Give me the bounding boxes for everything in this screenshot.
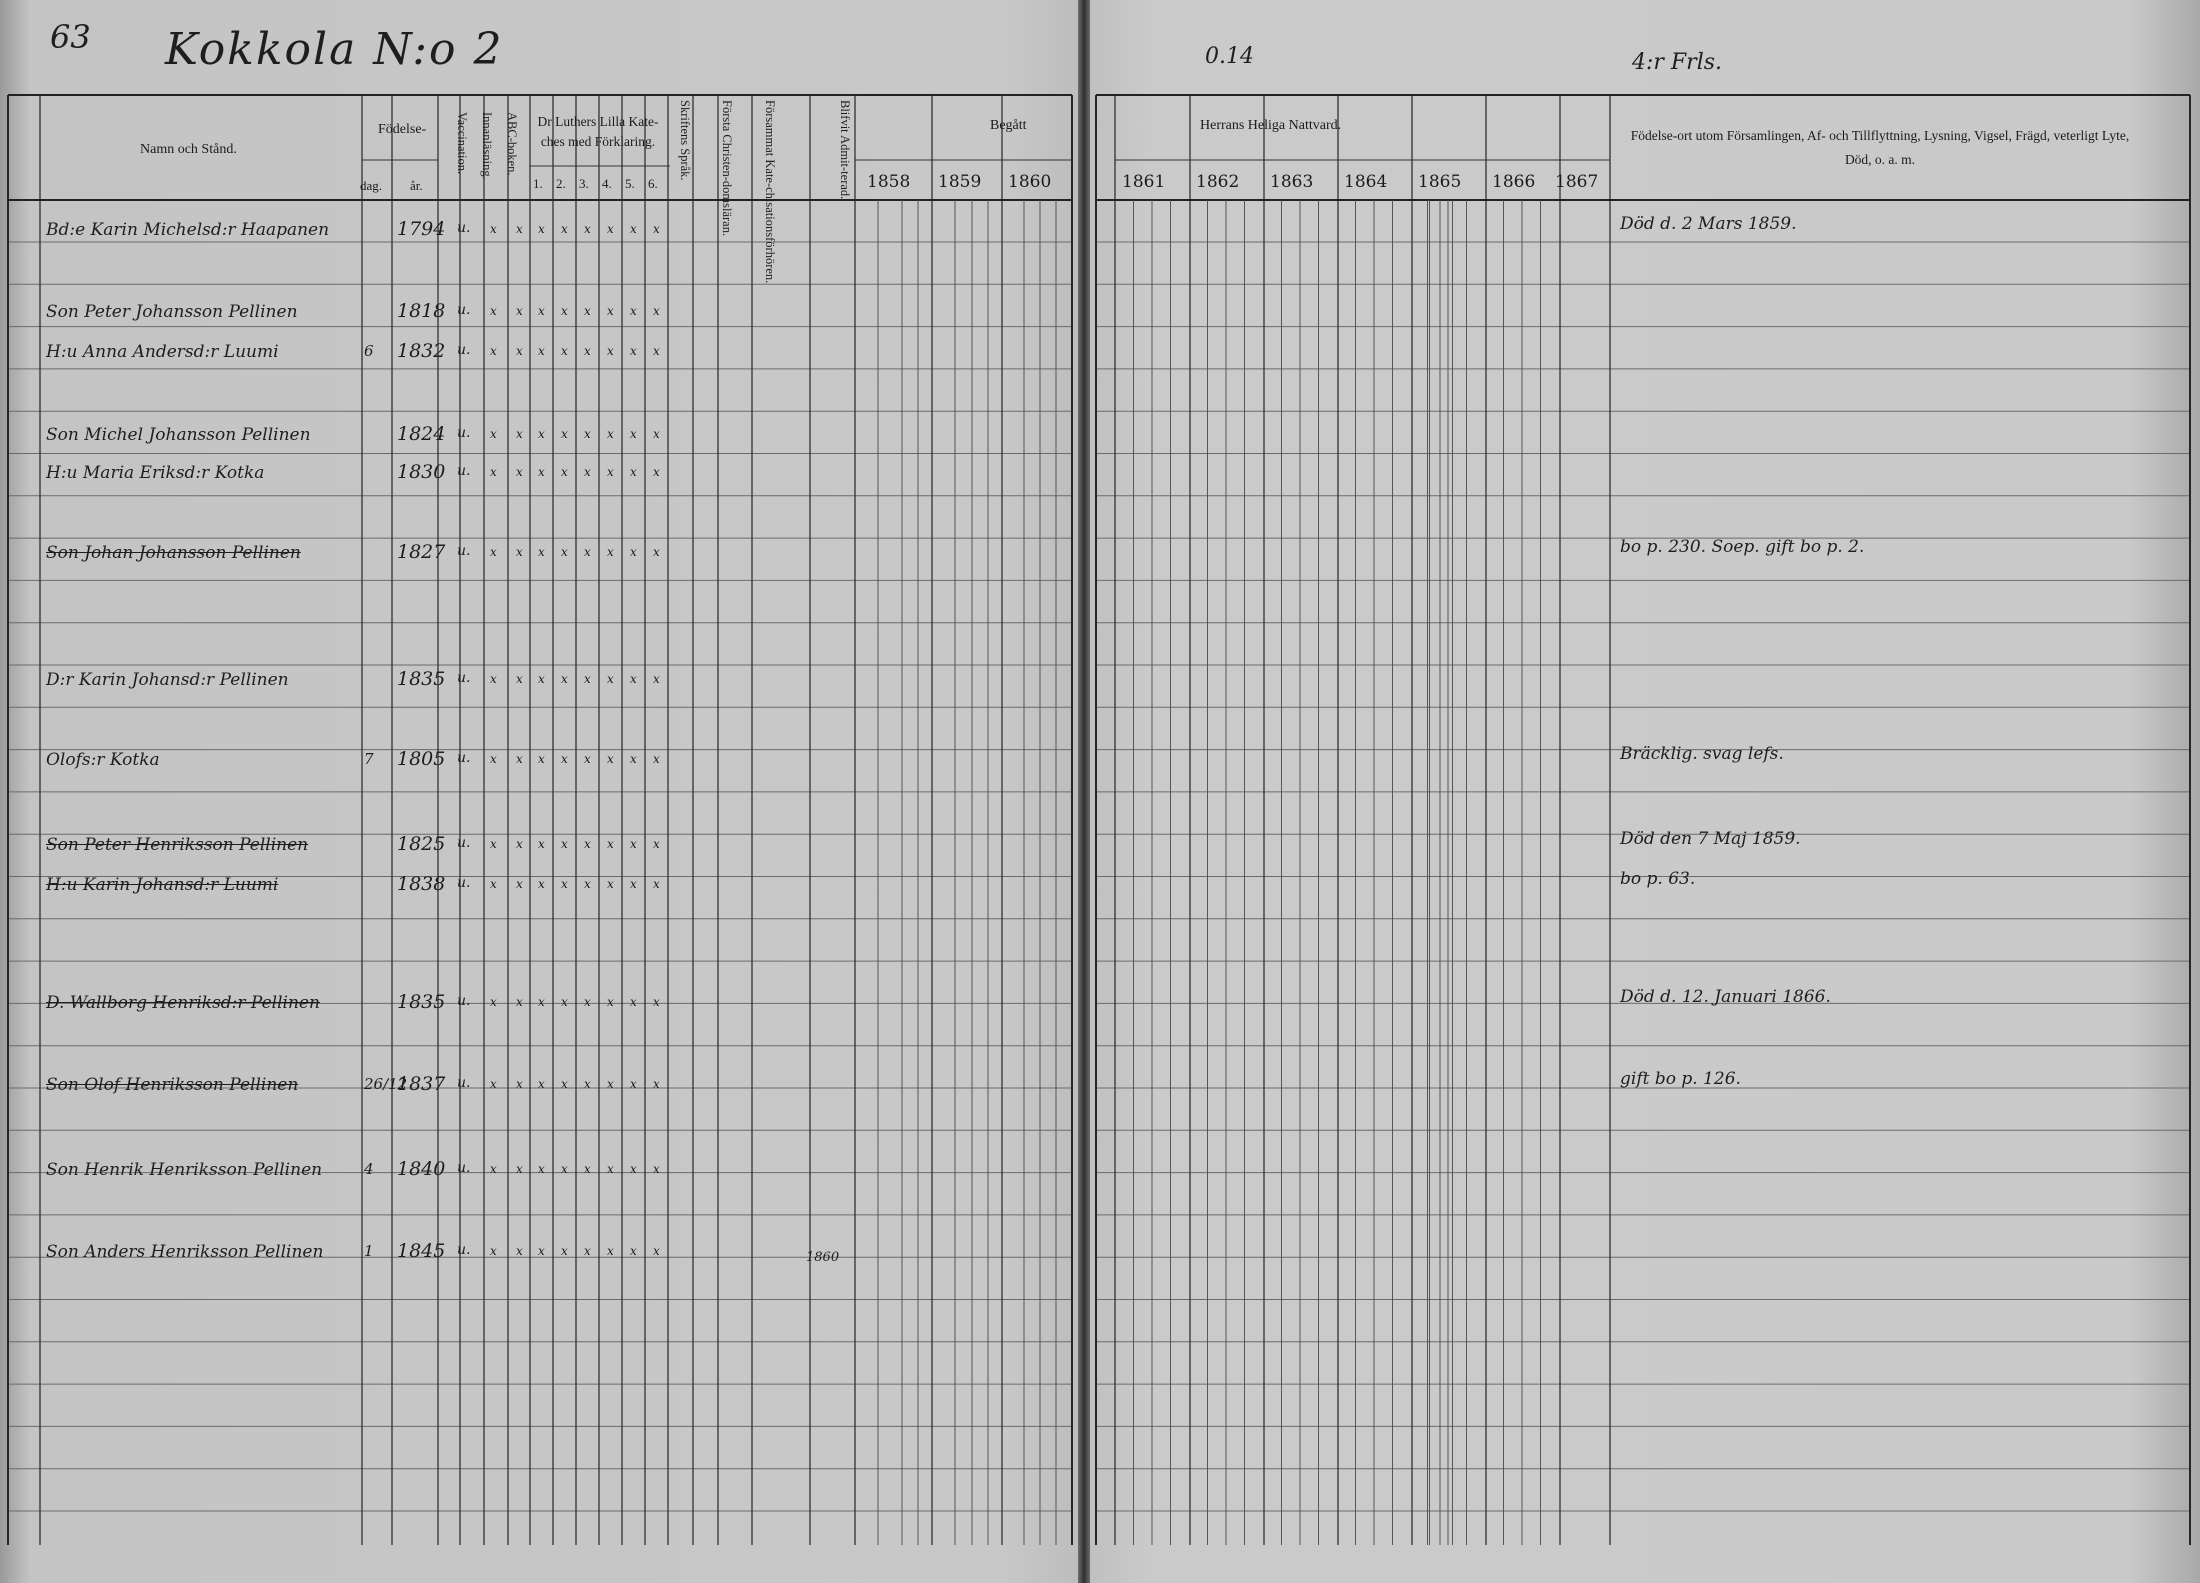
- knowledge-mark: x: [561, 304, 568, 318]
- knowledge-mark: x: [516, 837, 523, 851]
- knowledge-mark: x: [516, 304, 523, 318]
- header-first-doctrine: Första Christen-domsläran.: [720, 100, 734, 237]
- row-name: Son Peter Henriksson Pellinen: [46, 835, 309, 855]
- knowledge-mark: x: [607, 1244, 614, 1258]
- row-vaccination: u.: [457, 835, 471, 851]
- row-birth-year: 1830: [397, 461, 446, 483]
- knowledge-mark: x: [538, 672, 545, 686]
- row-birth-year: 1835: [397, 991, 446, 1013]
- row-vaccination: u.: [457, 750, 471, 766]
- knowledge-mark: x: [490, 465, 497, 479]
- knowledge-mark: x: [653, 222, 660, 236]
- row-birth-day: 6: [364, 342, 374, 360]
- row-vaccination: u.: [457, 1160, 471, 1176]
- header-luther: Dr Luthers Lilla Kate-ches med Förklaring.: [537, 114, 659, 149]
- row-vaccination: u.: [457, 1242, 471, 1258]
- knowledge-mark: x: [490, 1162, 497, 1176]
- knowledge-mark: x: [607, 427, 614, 441]
- knowledge-mark: x: [653, 465, 660, 479]
- knowledge-mark: x: [584, 672, 591, 686]
- knowledge-mark: x: [490, 304, 497, 318]
- row-remark: bo p. 63.: [1620, 869, 1696, 889]
- right-note-2: 4:r Frls.: [1632, 50, 1723, 75]
- header-communion-right: Herrans Heliga Nattvard.: [1200, 118, 1342, 133]
- knowledge-mark: x: [630, 222, 637, 236]
- header-vaccination: Vaccination.: [455, 112, 469, 175]
- row-birth-year: 1805: [397, 748, 446, 770]
- knowledge-mark: x: [538, 877, 545, 891]
- knowledge-mark: x: [516, 545, 523, 559]
- row-birth-year: 1840: [397, 1158, 446, 1180]
- year-1866: 1866: [1492, 172, 1536, 192]
- knowledge-mark: x: [561, 1162, 568, 1176]
- knowledge-mark: x: [607, 1077, 614, 1091]
- knowledge-mark: x: [516, 1077, 523, 1091]
- knowledge-mark: x: [653, 344, 660, 358]
- knowledge-mark: x: [653, 1162, 660, 1176]
- row-remark: Död d. 12. Januari 1866.: [1620, 987, 1831, 1007]
- knowledge-mark: x: [607, 545, 614, 559]
- knowledge-mark: x: [584, 1244, 591, 1258]
- knowledge-mark: x: [630, 465, 637, 479]
- row-name: Son Anders Henriksson Pellinen: [46, 1242, 324, 1262]
- luther-col-5: 5.: [625, 176, 635, 191]
- knowledge-mark: x: [630, 1077, 637, 1091]
- knowledge-mark: x: [561, 672, 568, 686]
- knowledge-mark: x: [561, 545, 568, 559]
- row-name: H:u Maria Eriksd:r Kotka: [46, 463, 265, 483]
- knowledge-mark: x: [653, 1244, 660, 1258]
- page-number: 63: [50, 18, 91, 56]
- knowledge-mark: x: [516, 877, 523, 891]
- luther-col-2: 2.: [556, 176, 566, 191]
- knowledge-mark: x: [607, 1162, 614, 1176]
- knowledge-mark: x: [653, 545, 660, 559]
- row-birth-year: 1832: [397, 340, 446, 362]
- year-1860: 1860: [1008, 172, 1052, 192]
- header-birth: Födelse-: [378, 122, 427, 137]
- knowledge-mark: x: [561, 1077, 568, 1091]
- knowledge-mark: x: [607, 465, 614, 479]
- knowledge-mark: x: [584, 1077, 591, 1091]
- row-birth-year: 1835: [397, 668, 446, 690]
- year-1867: 1867: [1555, 172, 1599, 192]
- knowledge-mark: x: [584, 427, 591, 441]
- knowledge-mark: x: [538, 545, 545, 559]
- row-remark: bo p. 230. Soep. gift bo p. 2.: [1620, 537, 1865, 557]
- knowledge-mark: x: [561, 344, 568, 358]
- knowledge-mark: x: [630, 672, 637, 686]
- row-name: D. Wallborg Henriksd:r Pellinen: [46, 993, 320, 1013]
- knowledge-mark: x: [538, 465, 545, 479]
- knowledge-mark: x: [490, 877, 497, 891]
- knowledge-mark: x: [607, 344, 614, 358]
- row-birth-year: 1818: [397, 300, 446, 322]
- row-name: Son Henrik Henriksson Pellinen: [46, 1160, 323, 1180]
- knowledge-mark: x: [584, 877, 591, 891]
- row-remark: Bräcklig. svag lefs.: [1620, 744, 1784, 764]
- row-birth-year: 1837: [397, 1073, 446, 1095]
- knowledge-mark: x: [584, 545, 591, 559]
- knowledge-mark: x: [607, 877, 614, 891]
- row-name: H:u Anna Andersd:r Luumi: [46, 342, 279, 362]
- row-remark: Död den 7 Maj 1859.: [1620, 829, 1801, 849]
- row-vaccination: u.: [457, 220, 471, 236]
- knowledge-mark: x: [607, 837, 614, 851]
- knowledge-mark: x: [516, 1162, 523, 1176]
- knowledge-mark: x: [630, 995, 637, 1009]
- knowledge-mark: x: [516, 222, 523, 236]
- row-vaccination: u.: [457, 993, 471, 1009]
- row-birth-day: 1: [364, 1242, 374, 1260]
- knowledge-mark: x: [538, 1244, 545, 1258]
- knowledge-mark: x: [584, 1162, 591, 1176]
- row-name: Son Olof Henriksson Pellinen: [46, 1075, 299, 1095]
- knowledge-mark: x: [653, 672, 660, 686]
- year-1858: 1858: [867, 172, 911, 192]
- knowledge-mark: x: [561, 877, 568, 891]
- row-remark: gift bo p. 126.: [1620, 1069, 1741, 1089]
- row-name: H:u Karin Johansd:r Luumi: [46, 875, 279, 895]
- year-1859: 1859: [938, 172, 982, 192]
- knowledge-mark: x: [653, 304, 660, 318]
- village-title: Kokkola N:o 2: [165, 24, 504, 75]
- knowledge-mark: x: [653, 877, 660, 891]
- luther-col-4: 4.: [602, 176, 612, 191]
- knowledge-mark: x: [561, 427, 568, 441]
- knowledge-mark: x: [630, 752, 637, 766]
- knowledge-mark: x: [538, 344, 545, 358]
- year-1862: 1862: [1196, 172, 1240, 192]
- knowledge-mark: x: [561, 995, 568, 1009]
- row-name: Bd:e Karin Michelsd:r Haapanen: [46, 220, 330, 240]
- admitted-note: 1860: [806, 1250, 840, 1265]
- knowledge-mark: x: [516, 465, 523, 479]
- knowledge-mark: x: [516, 672, 523, 686]
- row-birth-year: 1838: [397, 873, 446, 895]
- row-vaccination: u.: [457, 670, 471, 686]
- knowledge-mark: x: [653, 427, 660, 441]
- knowledge-mark: x: [584, 222, 591, 236]
- knowledge-mark: x: [630, 877, 637, 891]
- knowledge-mark: x: [561, 837, 568, 851]
- knowledge-mark: x: [584, 304, 591, 318]
- knowledge-mark: x: [538, 427, 545, 441]
- knowledge-mark: x: [538, 752, 545, 766]
- knowledge-mark: x: [630, 1162, 637, 1176]
- row-name: Olofs:r Kotka: [46, 750, 160, 770]
- row-birth-year: 1824: [397, 423, 446, 445]
- knowledge-mark: x: [607, 672, 614, 686]
- knowledge-mark: x: [516, 1244, 523, 1258]
- knowledge-mark: x: [653, 1077, 660, 1091]
- knowledge-mark: x: [490, 995, 497, 1009]
- header-scripture: Skriftens Språk.: [678, 100, 692, 181]
- row-vaccination: u.: [457, 425, 471, 441]
- header-remarks: Födelse-ort utom Församlingen, Af- och Tillflyttning, Lysning, Vigsel, Frägd, veterligt Lyte, Död, o. a. m.: [1630, 128, 2130, 167]
- knowledge-mark: x: [490, 1077, 497, 1091]
- header-birth-year: år.: [410, 178, 423, 193]
- knowledge-mark: x: [561, 222, 568, 236]
- row-name: D:r Karin Johansd:r Pellinen: [46, 670, 289, 690]
- knowledge-mark: x: [630, 545, 637, 559]
- knowledge-mark: x: [516, 752, 523, 766]
- row-vaccination: u.: [457, 543, 471, 559]
- knowledge-mark: x: [538, 1077, 545, 1091]
- knowledge-mark: x: [490, 545, 497, 559]
- knowledge-mark: x: [490, 427, 497, 441]
- row-vaccination: u.: [457, 463, 471, 479]
- knowledge-mark: x: [538, 222, 545, 236]
- row-name: Son Michel Johansson Pellinen: [46, 425, 311, 445]
- year-1865: 1865: [1418, 172, 1462, 192]
- header-parish-exam: Försammat Kate-chisationsförhören.: [763, 100, 777, 284]
- row-birth-day: 4: [364, 1160, 374, 1178]
- row-name: Son Peter Johansson Pellinen: [46, 302, 298, 322]
- row-vaccination: u.: [457, 875, 471, 891]
- knowledge-mark: x: [516, 344, 523, 358]
- knowledge-mark: x: [561, 752, 568, 766]
- knowledge-mark: x: [538, 995, 545, 1009]
- knowledge-mark: x: [490, 672, 497, 686]
- luther-col-1: 1.: [533, 176, 543, 191]
- knowledge-mark: x: [653, 752, 660, 766]
- header-admitted: Blifvit Admit-terad.: [838, 100, 852, 200]
- knowledge-mark: x: [561, 465, 568, 479]
- knowledge-mark: x: [490, 1244, 497, 1258]
- row-birth-year: 1827: [397, 541, 446, 563]
- knowledge-mark: x: [584, 344, 591, 358]
- knowledge-mark: x: [490, 837, 497, 851]
- knowledge-mark: x: [653, 995, 660, 1009]
- row-vaccination: u.: [457, 1075, 471, 1091]
- right-note-1: 0.14: [1205, 44, 1254, 69]
- row-birth-year: 1845: [397, 1240, 446, 1262]
- year-1863: 1863: [1270, 172, 1314, 192]
- knowledge-mark: x: [653, 837, 660, 851]
- knowledge-mark: x: [538, 1162, 545, 1176]
- knowledge-mark: x: [516, 427, 523, 441]
- knowledge-mark: x: [490, 222, 497, 236]
- knowledge-mark: x: [584, 752, 591, 766]
- knowledge-mark: x: [538, 304, 545, 318]
- row-name: Son Johan Johansson Pellinen: [46, 543, 301, 563]
- knowledge-mark: x: [490, 752, 497, 766]
- row-birth-day: 7: [364, 750, 374, 768]
- knowledge-mark: x: [630, 344, 637, 358]
- row-birth-day: 26/12: [364, 1075, 408, 1093]
- knowledge-mark: x: [630, 837, 637, 851]
- knowledge-mark: x: [607, 752, 614, 766]
- knowledge-mark: x: [630, 427, 637, 441]
- knowledge-mark: x: [516, 995, 523, 1009]
- header-abc: ABC-boken.: [505, 112, 519, 176]
- luther-col-6: 6.: [648, 176, 658, 191]
- row-vaccination: u.: [457, 302, 471, 318]
- knowledge-mark: x: [630, 304, 637, 318]
- luther-col-3: 3.: [579, 176, 589, 191]
- header-name: Namn och Stånd.: [140, 142, 237, 157]
- knowledge-mark: x: [630, 1244, 637, 1258]
- row-birth-year: 1794: [397, 218, 446, 240]
- row-vaccination: u.: [457, 342, 471, 358]
- header-reading: Innanläsning.: [480, 112, 494, 180]
- year-1864: 1864: [1344, 172, 1388, 192]
- knowledge-mark: x: [607, 222, 614, 236]
- knowledge-mark: x: [584, 837, 591, 851]
- row-remark: Död d. 2 Mars 1859.: [1620, 214, 1797, 234]
- header-birth-day: dag.: [360, 178, 383, 193]
- knowledge-mark: x: [584, 995, 591, 1009]
- knowledge-mark: x: [561, 1244, 568, 1258]
- knowledge-mark: x: [584, 465, 591, 479]
- header-communion-left: Begått: [990, 118, 1027, 133]
- knowledge-mark: x: [538, 837, 545, 851]
- year-1861: 1861: [1122, 172, 1166, 192]
- row-birth-year: 1825: [397, 833, 446, 855]
- knowledge-mark: x: [607, 304, 614, 318]
- knowledge-mark: x: [490, 344, 497, 358]
- knowledge-mark: x: [607, 995, 614, 1009]
